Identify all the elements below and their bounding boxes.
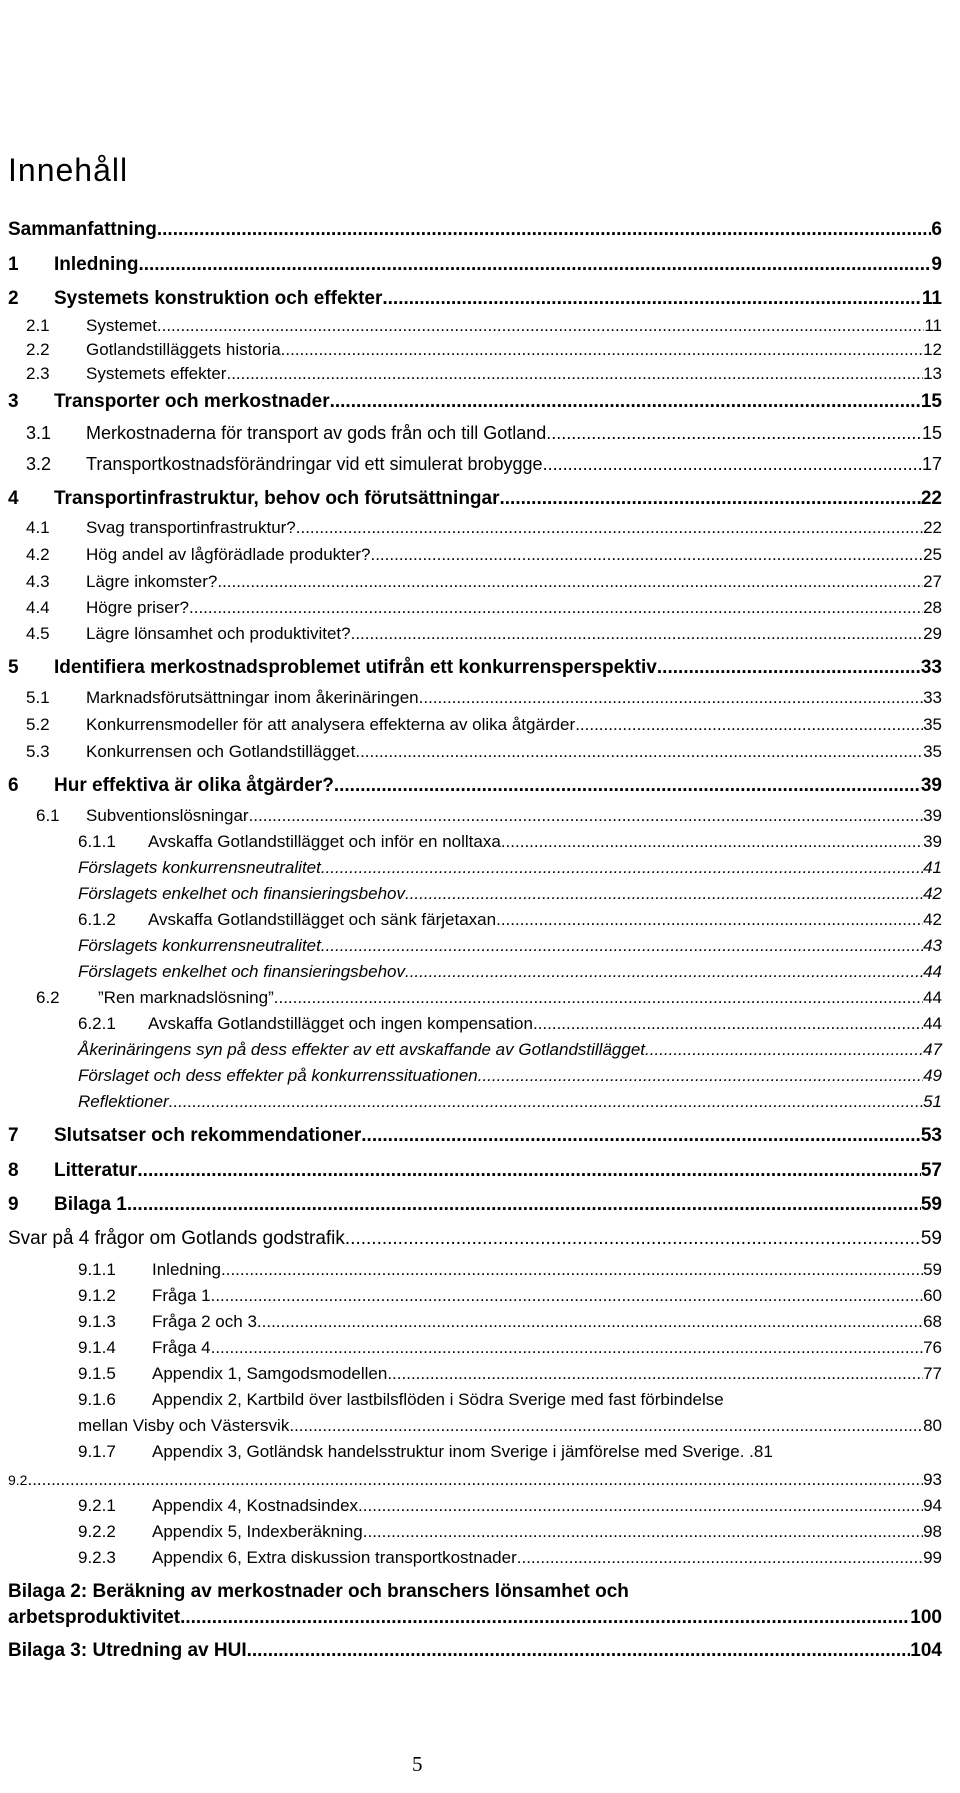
- toc-entry-page: 13: [923, 364, 942, 383]
- toc-entry-number: 2.3: [26, 364, 50, 383]
- toc-entry-page: 39: [923, 806, 942, 825]
- toc-entry-number: 9.2.3: [78, 1548, 116, 1567]
- toc-entry-page: 57: [920, 1160, 942, 1181]
- toc-entry[interactable]: [78, 1548, 942, 1568]
- toc-entry[interactable]: [8, 488, 942, 510]
- toc-entry-number: 6: [8, 775, 19, 796]
- toc-entry-title: Hög andel av lågförädlade produkter?: [86, 545, 371, 564]
- toc-entry-page: 6: [931, 219, 942, 240]
- toc-entry-title: Hur effektiva är olika åtgärder?: [54, 775, 334, 796]
- toc-entry-title: Konkurrensmodeller för att analysera effekterna av olika åtgärder: [86, 715, 576, 734]
- toc-entry-page: 68: [923, 1312, 942, 1331]
- toc-entry-page: 44: [923, 1014, 942, 1033]
- toc-entry-title: Avskaffa Gotlandstillägget och sänk färjetaxan: [148, 910, 497, 929]
- toc-entry[interactable]: [8, 1125, 942, 1147]
- toc-entry-number: 4.4: [26, 598, 50, 617]
- toc-entry[interactable]: [8, 657, 942, 679]
- toc-entry[interactable]: [78, 936, 942, 956]
- toc-entry-page: 29: [923, 624, 942, 643]
- toc-entry-page: 39: [920, 775, 942, 796]
- toc-entry-number: 2: [8, 288, 19, 309]
- toc-entry[interactable]: [8, 219, 942, 241]
- toc-entry-title: Gotlandstilläggets historia.: [86, 340, 286, 359]
- toc-entry-page: 93: [923, 1470, 942, 1489]
- toc-entry[interactable]: [78, 1338, 942, 1358]
- toc-entry-title: Fråga 1: [152, 1286, 211, 1305]
- toc-entry-title: Appendix 6, Extra diskussion transportkostnader: [152, 1548, 517, 1567]
- toc-entry-page: 33: [923, 688, 942, 707]
- toc-entry-number: 5.1: [26, 688, 50, 707]
- toc-entry-title: Identifiera merkostnadsproblemet utifrån ett konkurrensperspektiv: [54, 657, 657, 678]
- toc-entry-number: 5.3: [26, 742, 50, 761]
- toc-entry[interactable]: [8, 775, 942, 797]
- toc-entry-number: 9.2: [8, 1472, 28, 1488]
- toc-entry[interactable]: [26, 423, 942, 444]
- toc-entry-title: Inledning: [152, 1260, 222, 1279]
- toc-entry-page: 41: [923, 858, 942, 877]
- toc-entry[interactable]: [78, 1260, 942, 1280]
- toc-entry-page: 15: [920, 391, 942, 412]
- toc-entry-title: Lägre lönsamhet och produktivitet?: [86, 624, 351, 643]
- toc-entry-page: 39: [923, 832, 942, 851]
- toc-entry-title: Åkerinäringens syn på dess effekter av ett avskaffande av Gotlandstillägget: [78, 1040, 645, 1059]
- toc-entry-page: 81: [753, 1442, 773, 1461]
- toc-entry-title: Systemets konstruktion och effekter: [54, 288, 383, 309]
- toc-entry-page: 77: [923, 1364, 942, 1383]
- toc-entry[interactable]: [8, 1160, 942, 1182]
- toc-entry-page: 49: [923, 1066, 942, 1085]
- toc-entry-number: 7: [8, 1125, 19, 1146]
- toc-entry-title: Merkostnaderna för transport av gods från och till Gotland: [86, 423, 547, 443]
- toc-entry-page: 15: [921, 423, 942, 443]
- toc-entry[interactable]: [8, 391, 942, 413]
- toc-entry[interactable]: [78, 1066, 942, 1086]
- toc-entry-title: Sammanfattning: [8, 219, 157, 240]
- toc-entry-number: 6.2.1: [78, 1014, 116, 1033]
- toc-entry[interactable]: [8, 1640, 942, 1662]
- toc-entry-number: 9.1.7: [78, 1442, 116, 1461]
- toc-entry-title: Fråga 2 och 3: [152, 1312, 257, 1331]
- toc-entry-page: 27: [923, 572, 942, 591]
- toc-entry-title: Appendix 1, Samgodsmodellen: [152, 1364, 388, 1383]
- toc-entry-number: 2.2: [26, 340, 50, 359]
- toc-entry[interactable]: [78, 1040, 942, 1060]
- toc-entry-page: 60: [923, 1286, 942, 1305]
- toc-entry-number: 9.1.4: [78, 1338, 116, 1357]
- toc-entry-number: 4.3: [26, 572, 50, 591]
- toc-entry[interactable]: [26, 316, 942, 336]
- toc-entry-number: 6.1.2: [78, 910, 116, 929]
- toc-entry-number: 9.1.2: [78, 1286, 116, 1305]
- toc-entry-page: 17: [921, 454, 942, 474]
- toc-entry-page: 59: [920, 1194, 942, 1215]
- toc-entry-title: Förslagets konkurrensneutralitet: [78, 858, 321, 877]
- toc-entry-number: 8: [8, 1160, 19, 1181]
- toc-entry-page: 47: [923, 1040, 942, 1059]
- toc-entry-continuation[interactable]: [78, 1416, 942, 1436]
- toc-entry[interactable]: [26, 572, 942, 592]
- toc-entry[interactable]: [78, 910, 942, 930]
- toc-entry-page: 59: [923, 1260, 942, 1279]
- toc-entry[interactable]: [26, 624, 942, 644]
- toc-entry-number: 9: [8, 1194, 19, 1215]
- toc-entry-number: 3: [8, 391, 19, 412]
- toc-entry[interactable]: [8, 1470, 942, 1490]
- toc-entry[interactable]: [78, 1312, 942, 1332]
- toc-entry-title: Inledning: [54, 254, 139, 275]
- toc-entry[interactable]: [78, 962, 942, 982]
- toc-entry-title: Appendix 5, Indexberäkning: [152, 1522, 363, 1541]
- toc-entry-title: Systemet.: [86, 316, 162, 335]
- toc-entry-title: Appendix 4, Kostnadsindex: [152, 1496, 359, 1515]
- toc-entry[interactable]: [8, 1581, 942, 1603]
- toc-entry[interactable]: [78, 1286, 942, 1306]
- toc-entry-page: 42: [923, 910, 942, 929]
- toc-entry-title: Förslagets enkelhet och finansieringsbehov: [78, 962, 405, 981]
- toc-entry-number: 4: [8, 488, 19, 509]
- toc-entry[interactable]: [26, 454, 942, 475]
- toc-entry-title: Bilaga 2: Beräkning av merkostnader och branschers lönsamhet och: [8, 1581, 629, 1602]
- toc-entry-page: 43: [923, 936, 942, 955]
- toc-entry-number: 4.5: [26, 624, 50, 643]
- toc-entry[interactable]: [78, 832, 942, 852]
- toc-entry[interactable]: [26, 545, 942, 565]
- page-number: 5: [412, 1752, 423, 1776]
- toc-entry-number: 9.2.1: [78, 1496, 116, 1515]
- toc-entry-number: 9.1.3: [78, 1312, 116, 1331]
- toc-entry-page: 100: [910, 1607, 942, 1628]
- toc-entry[interactable]: [36, 806, 942, 826]
- toc-entry-title: Avskaffa Gotlandstillägget och inför en nolltaxa: [148, 832, 501, 851]
- toc-entry-page: 33: [920, 657, 942, 678]
- toc-entry-number: 5: [8, 657, 19, 678]
- toc-entry-page: 35: [923, 715, 942, 734]
- toc-entry-title: Slutsatser och rekommendationer: [54, 1125, 362, 1146]
- toc-entry-number: 3.1: [26, 423, 52, 443]
- toc-entry-number: 6.1.1: [78, 832, 116, 851]
- toc-entry-title: Svar på 4 frågor om Gotlands godstrafik: [8, 1228, 345, 1249]
- toc-entry-number: 9.1.6: [78, 1390, 116, 1409]
- toc-entry[interactable]: [26, 598, 942, 618]
- toc-entry-title: Högre priser?: [86, 598, 189, 617]
- toc-entry[interactable]: [8, 1194, 942, 1216]
- toc-entry[interactable]: [78, 884, 942, 904]
- toc-entry-page: 9: [931, 254, 942, 275]
- toc-entry[interactable]: [26, 715, 942, 735]
- toc-entry-page: 80: [923, 1416, 942, 1435]
- toc-entry-title: Reflektioner: [78, 1092, 169, 1111]
- toc-entry-title: Konkurrensen och Gotlandstillägget: [86, 742, 356, 761]
- toc-entry[interactable]: [26, 688, 942, 708]
- toc-entry-title: Bilaga 1: [54, 1194, 127, 1215]
- toc-entry-number: 5.2: [26, 715, 50, 734]
- toc-entry[interactable]: [36, 988, 942, 1008]
- toc-entry-page: 28: [923, 598, 942, 617]
- toc-entry[interactable]: [78, 858, 942, 878]
- toc-entry-title: Transportinfrastruktur, behov och förutsättningar: [54, 488, 500, 509]
- toc-entry-page: 94: [923, 1496, 942, 1515]
- toc-entry-title: Förslagets enkelhet och finansieringsbehov: [78, 884, 405, 903]
- toc-entry-number: 6.1: [36, 806, 60, 825]
- toc-entry-number: 2.1: [26, 316, 50, 335]
- toc-entry-page: 59: [920, 1228, 942, 1249]
- toc-entry-page: 44: [923, 988, 942, 1007]
- toc-entry-page: 11: [921, 288, 942, 309]
- toc-entry[interactable]: [8, 1228, 942, 1250]
- toc-entry-title: Avskaffa Gotlandstillägget och ingen kompensation: [148, 1014, 533, 1033]
- toc-entry-page: 35: [923, 742, 942, 761]
- toc-entry-title: Svag transportinfrastruktur?: [86, 518, 296, 537]
- toc-entry[interactable]: [26, 364, 942, 384]
- toc-entry-title: ”Ren marknadslösning”: [98, 988, 274, 1007]
- toc-entry-title: Lägre inkomster?: [86, 572, 218, 591]
- toc-entry[interactable]: [78, 1442, 942, 1462]
- toc-entry-page: 98: [923, 1522, 942, 1541]
- toc-entry-number: 9.1.5: [78, 1364, 116, 1383]
- toc-entry-page: 11: [924, 316, 942, 335]
- toc-entry-title: Marknadsförutsättningar inom åkerinäringen: [86, 688, 419, 707]
- toc-entry-page: 104: [910, 1640, 942, 1661]
- toc-entry[interactable]: [78, 1092, 942, 1112]
- toc-entry-title: Litteratur: [54, 1160, 138, 1181]
- toc-entry[interactable]: [26, 340, 942, 360]
- toc-entry-page: 22: [920, 488, 942, 509]
- toc-entry[interactable]: [78, 1522, 942, 1542]
- toc-entry-title: Systemets effekter: [86, 364, 227, 383]
- toc-entry-page: 42: [923, 884, 942, 903]
- toc-entry-page: 51: [923, 1092, 942, 1111]
- toc-entry-number: 1: [8, 254, 19, 275]
- toc-entry-page: 25: [923, 545, 942, 564]
- toc-entry[interactable]: [8, 254, 942, 276]
- toc-entry-title: Transportkostnadsförändringar vid ett simulerat brobygge: [86, 454, 543, 474]
- toc-entry-page: 12: [923, 340, 942, 359]
- page-title: Innehåll: [8, 152, 129, 188]
- toc-entry-title: Transporter och merkostnader: [54, 391, 330, 412]
- toc-entry-number: 4.2: [26, 545, 50, 564]
- toc-entry[interactable]: [26, 518, 942, 538]
- toc-entry[interactable]: [78, 1014, 942, 1034]
- toc-entry-page: 76: [923, 1338, 942, 1357]
- toc-entry-number: 6.2: [36, 988, 60, 1007]
- toc-entry-page: 53: [920, 1125, 942, 1146]
- toc-entry-number: 4.1: [26, 518, 50, 537]
- toc-entry-number: 3.2: [26, 454, 52, 474]
- toc-entry[interactable]: [78, 1364, 942, 1384]
- toc-entry-title: Förslagets konkurrensneutralitet: [78, 936, 321, 955]
- toc-entry-number: 9.1.1: [78, 1260, 116, 1279]
- toc-entry-page: 99: [923, 1548, 942, 1567]
- toc-entry-title: Appendix 2, Kartbild över lastbilsflöden i Södra Sverige med fast förbindelse: [152, 1390, 724, 1409]
- toc-entry-title: Fråga 4: [152, 1338, 211, 1357]
- toc-entry[interactable]: [26, 742, 942, 762]
- toc-entry-page: 44: [923, 962, 942, 981]
- toc-entry[interactable]: [8, 288, 942, 310]
- toc-entry-title: Appendix 3, Gotländsk handelsstruktur inom Sverige i jämförelse med Sverige. .: [152, 1442, 754, 1461]
- toc-entry[interactable]: [78, 1390, 942, 1410]
- toc-entry-title: arbetsproduktivitet: [8, 1607, 181, 1628]
- toc-entry-title: Förslaget och dess effekter på konkurrenssituationen: [78, 1066, 478, 1085]
- toc-entry-continuation[interactable]: [8, 1607, 942, 1629]
- toc-entry-title: Subventionslösningar: [86, 806, 249, 825]
- toc-entry-page: 22: [923, 518, 942, 537]
- toc-entry-number: 9.2.2: [78, 1522, 116, 1541]
- toc-entry-title: Bilaga 3: Utredning av HUI: [8, 1640, 247, 1661]
- toc-entry[interactable]: [78, 1496, 942, 1516]
- toc-entry-title: mellan Visby och Västersvik: [78, 1416, 290, 1435]
